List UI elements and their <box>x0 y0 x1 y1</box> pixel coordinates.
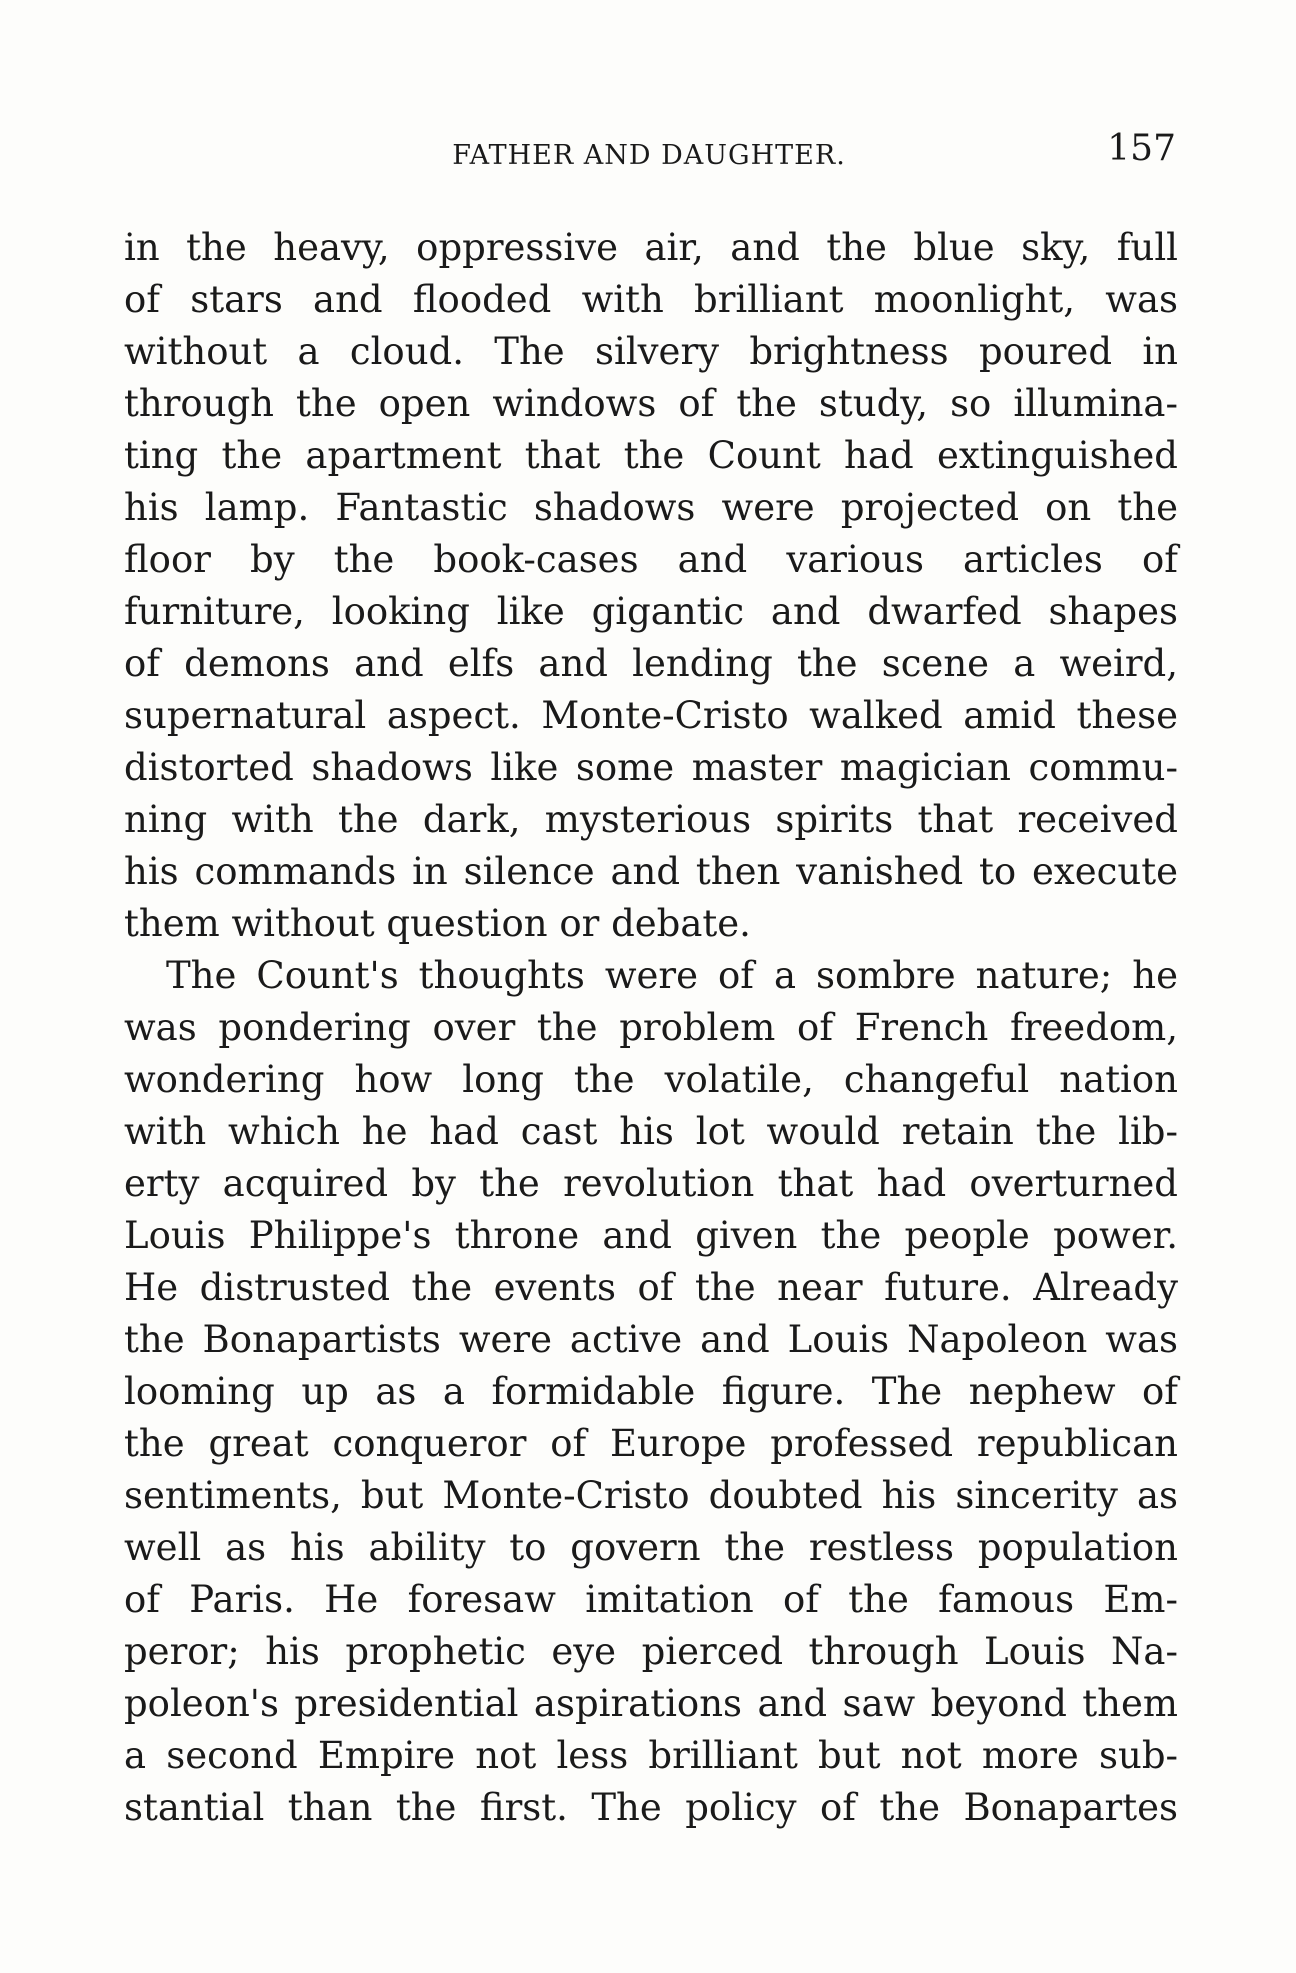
text-line: stantial than the first. The policy of the Bonapartes <box>124 1786 1178 1829</box>
text-line: peror; his prophetic eye pierced through Louis Na- <box>124 1630 1178 1673</box>
text-line: supernatural aspect. Monte-Cristo walked amid these <box>124 694 1178 737</box>
text-line: floor by the book-cases and various articles of <box>124 538 1178 581</box>
text-line: well as his ability to govern the restless population <box>124 1526 1178 1569</box>
text-line: erty acquired by the revolution that had overturned <box>124 1162 1178 1205</box>
text-line: of demons and elfs and lending the scene a weird, <box>124 642 1178 685</box>
text-line: distorted shadows like some master magician commu- <box>124 746 1178 789</box>
text-line: a second Empire not less brilliant but not more sub- <box>124 1734 1178 1777</box>
text-line: the great conqueror of Europe professed republican <box>124 1422 1178 1465</box>
paragraph <box>124 222 1178 950</box>
text-line: He distrusted the events of the near future. Already <box>124 1266 1178 1309</box>
text-line: wondering how long the volatile, changeful nation <box>124 1058 1178 1101</box>
body-text <box>124 222 1178 1834</box>
text-line: ning with the dark, mysterious spirits that received <box>124 798 1178 841</box>
text-line: the Bonapartists were active and Louis Napoleon was <box>124 1318 1178 1361</box>
paragraph <box>124 950 1178 1834</box>
page-header <box>122 128 1176 178</box>
text-line: The Count's thoughts were of a sombre nature; he <box>166 954 1178 997</box>
text-line: was pondering over the problem of French freedom, <box>124 1006 1178 1049</box>
text-line: of stars and flooded with brilliant moonlight, was <box>124 278 1178 321</box>
text-line: furniture, looking like gigantic and dwarfed shapes <box>124 590 1178 633</box>
text-line: sentiments, but Monte-Cristo doubted his sincerity as <box>124 1474 1178 1517</box>
text-line: Louis Philippe's throne and given the people power. <box>124 1214 1178 1257</box>
text-line: his lamp. Fantastic shadows were projected on the <box>124 486 1178 529</box>
running-title: FATHER AND DAUGHTER. <box>452 140 846 171</box>
text-line: his commands in silence and then vanished to execute <box>124 850 1178 893</box>
text-line: of Paris. He foresaw imitation of the famous Em- <box>124 1578 1178 1621</box>
text-line: in the heavy, oppressive air, and the blue sky, full <box>124 226 1178 269</box>
text-line: them without question or debate. <box>124 902 751 945</box>
text-line: poleon's presidential aspirations and saw beyond them <box>124 1682 1178 1725</box>
page-number: 157 <box>1107 128 1176 169</box>
text-line: with which he had cast his lot would retain the lib- <box>124 1110 1178 1153</box>
text-line: looming up as a formidable figure. The nephew of <box>124 1370 1178 1413</box>
text-line: through the open windows of the study, so illumina- <box>124 382 1178 425</box>
text-line: without a cloud. The silvery brightness poured in <box>124 330 1178 373</box>
text-line: ting the apartment that the Count had extinguished <box>124 434 1178 477</box>
